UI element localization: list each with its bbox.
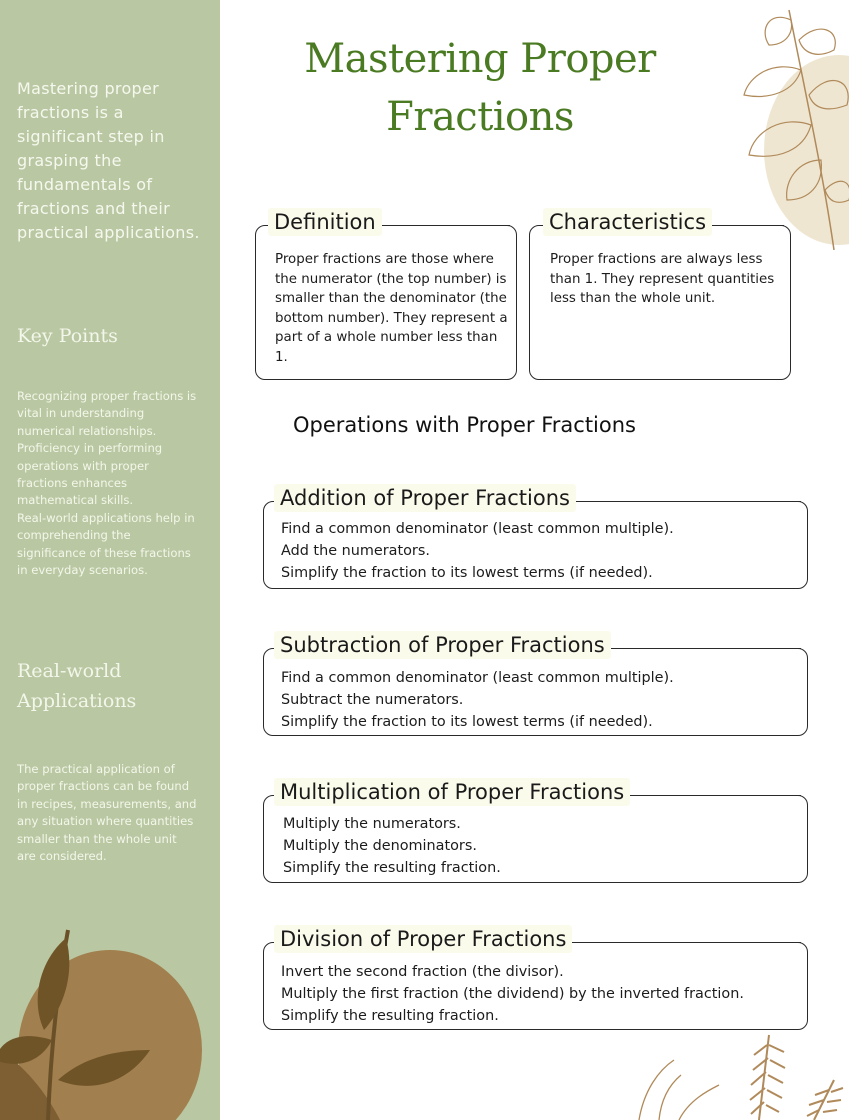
step-line: Invert the second fraction (the divisor). [281,964,564,980]
step-line: Add the numerators. [281,542,430,559]
key-point-item: Recognizing proper fractions is vital in understanding numerical relationships. [17,389,197,438]
subtraction-steps [281,668,674,733]
leaf-plant-icon [0,920,220,1120]
step-line: Multiply the denominators. [283,837,477,854]
divider [722,225,784,226]
step-line: Simplify the fraction to its lowest terms (if needed). [281,564,653,581]
step-line: Simplify the resulting fraction. [283,859,501,876]
division-steps [281,962,744,1027]
wheat-branch-decoration-icon [619,1030,849,1120]
applications-text: The practical application of proper fractions can be found in recipes, measurements, and any situation where quantities smaller than the whole unit are considered. [17,762,197,864]
step-line: Subtract the numerators. [281,691,464,708]
multiplication-label: Multiplication of Proper Fractions [274,778,630,806]
sidebar [0,0,220,1120]
step-line: Find a common denominator (least common multiple). [281,670,674,686]
divider [392,225,510,226]
divider [606,501,801,502]
divider [668,795,801,796]
characteristics-label: Characteristics [543,208,712,236]
division-label: Division of Proper Fractions [274,925,572,953]
addition-steps [281,519,674,584]
divider [640,648,801,649]
page-title-line: Mastering Proper [304,36,656,82]
operations-heading: Operations with Proper Fractions [293,413,636,437]
divider [604,942,801,943]
characteristics-text: Proper fractions are always less than 1. They represent quantities less than the whole unit. [550,252,775,307]
definition-label: Definition [268,208,382,236]
page-title [265,30,695,146]
page-title-line: Fractions [386,94,574,140]
key-points-heading: Key Points [17,325,118,347]
step-line: Find a common denominator (least common multiple). [281,521,674,537]
subtraction-label: Subtraction of Proper Fractions [274,631,611,659]
key-point-item: Real-world applications help in comprehending the significance of these fractions in everyday scenarios. [17,510,195,578]
applications-heading: Real-world Applications [17,660,137,712]
step-line: Simplify the fraction to its lowest terms (if needed). [281,713,653,730]
leaf-branch-decoration-icon [729,0,849,250]
multiplication-steps [283,814,501,879]
sidebar-intro: Mastering proper fractions is a significant step in grasping the fundamentals of fractions and their practical applications. [17,79,200,242]
step-line: Multiply the numerators. [283,816,461,832]
step-line: Simplify the resulting fraction. [281,1007,499,1024]
key-points-list [17,388,197,579]
addition-label: Addition of Proper Fractions [274,484,576,512]
key-point-item: Proficiency in performing operations with proper fractions enhances mathematical skills. [17,441,163,508]
definition-text: Proper fractions are those where the numerator (the top number) is smaller than the denominator (the bottom number). They represent a part of a whole number less than 1. [275,252,508,365]
step-line: Multiply the first fraction (the dividend) by the inverted fraction. [281,985,744,1002]
